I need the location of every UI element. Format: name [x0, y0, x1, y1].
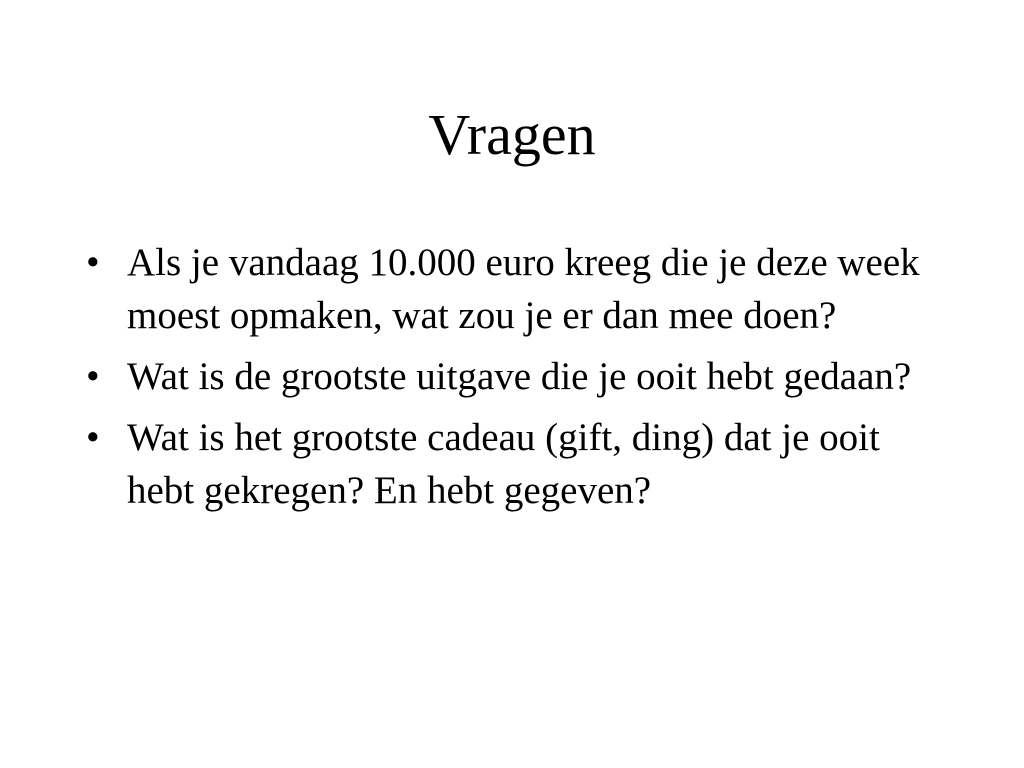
bullet-item — [86, 350, 946, 403]
bullet-marker: • — [86, 416, 100, 459]
bullet-item — [86, 236, 946, 342]
bullet-text: Als je vandaag 10.000 euro kreeg die je deze week moest opmaken, wat zou je er dan mee doen? — [127, 241, 920, 337]
bullet-item — [86, 411, 946, 517]
bullet-text: Wat is het grootste cadeau (gift, ding) dat je ooit hebt gekregen? En hebt gegeven? — [127, 416, 880, 512]
bullet-marker: • — [86, 355, 100, 398]
slide-title: Vragen — [428, 102, 596, 167]
bullet-marker: • — [86, 241, 100, 284]
bullet-list — [86, 236, 946, 525]
bullet-text: Wat is de grootste uitgave die je ooit hebt gedaan? — [127, 355, 912, 398]
